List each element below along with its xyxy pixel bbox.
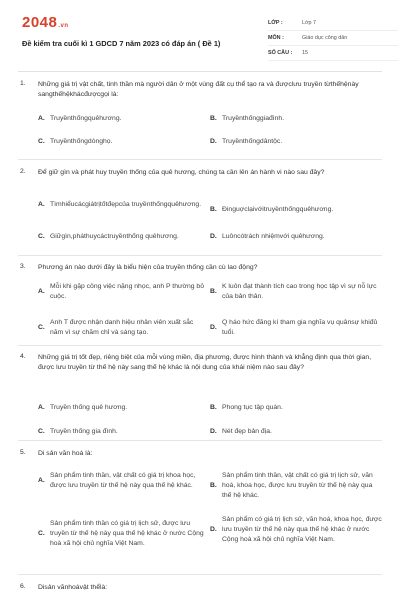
exam-header <box>18 10 382 72</box>
exam-meta-table <box>268 16 398 61</box>
meta-row-class <box>268 16 398 31</box>
option-a[interactable]: A. Sản phẩm tinh thần, vật chất có giá trị khoa học, được lưu truyền từ thế hệ này qua thế hệ khác. <box>38 472 196 489</box>
question-2 <box>20 168 382 250</box>
meta-row-subject <box>268 31 398 46</box>
meta-key: LỚP : <box>268 20 283 26</box>
question-text: Những giá trị tốt đẹp, riêng biệt của mỗi vùng miền, địa phương, được hình thành và khẳng định qua thời gian, được lưu truyền từ thế hệ này sang thế hệ khác là nội dung của khái niệm nào sau đây? <box>38 354 372 371</box>
question-6 <box>20 583 382 597</box>
question-number: 1. <box>20 80 26 87</box>
divider <box>18 440 382 441</box>
option-a[interactable]: A. Tìmhiểucácgiátrịtốtđẹpcủa truyềnthốngquêhương. <box>38 201 202 208</box>
option-d[interactable]: D. Nét đẹp bản địa. <box>210 428 272 435</box>
option-b[interactable]: B. Truyềnthốnggiađình. <box>210 115 285 122</box>
meta-row-count <box>268 46 398 61</box>
question-text: Disản vănhoávật thểlà: <box>38 584 108 591</box>
question-text: Phương án nào dưới đây là biểu hiện của truyền thống cần cù lao động? <box>38 264 258 271</box>
question-number: 6. <box>20 583 26 590</box>
option-b[interactable]: B. Sản phẩm tinh thần, vật chất có giá trị lịch sử, văn hoá, khoa học, được lưu truyền từ thế hệ này qua thế hệ khác. <box>210 472 373 499</box>
meta-value: 15 <box>302 50 308 56</box>
question-number: 3. <box>20 263 26 270</box>
page-title: Đề kiểm tra cuối kì 1 GDCD 7 năm 2023 có đáp án ( Đề 1) <box>22 39 221 48</box>
option-d[interactable]: D. Sản phẩm có giá trị lịch sử, văn hoá, khoa học, được lưu truyền từ thế hệ này qua thế hệ khác ở nước Cộng hoà xã hội chủ nghĩa Việt Nam. <box>210 516 382 543</box>
option-d[interactable]: D. Truyềnthốngdântộc. <box>210 138 283 145</box>
question-number: 2. <box>20 168 26 175</box>
option-a[interactable]: A. Truyềnthốngquêhương. <box>38 115 122 122</box>
option-c[interactable]: C. Truyền thống gia đình. <box>38 428 118 435</box>
question-3 <box>20 263 382 348</box>
option-b[interactable]: B. Phong tục tập quán. <box>210 404 283 411</box>
meta-value: Giáo dục công dân <box>302 35 348 41</box>
question-text: Những giá trị vật chất, tinh thần mà người dân ở một vùng đất cụ thể tạo ra và đượclưu truyền từthếhệnày sangthếhệkhácđượcgọi là: <box>38 81 359 98</box>
divider <box>18 255 382 256</box>
question-1 <box>20 80 382 155</box>
meta-key: MÔN : <box>268 35 284 41</box>
question-number: 5. <box>20 449 26 456</box>
site-logo[interactable]: 2048.vn <box>22 14 69 31</box>
option-c[interactable]: C. Anh T được nhận danh hiệu nhân viên xuất sắc năm vì sự chăm chỉ và sáng tạo. <box>38 319 194 336</box>
divider <box>18 345 382 346</box>
option-a[interactable]: A. Mỗi khi gặp công việc nặng nhọc, anh P thường bỏ cuộc. <box>38 283 204 300</box>
meta-key: SỐ CÂU : <box>268 50 293 56</box>
option-d[interactable]: D. Luôncótrách nhiệmvới quêhương. <box>210 233 325 240</box>
question-text: Di sản văn hoá là: <box>38 450 93 457</box>
meta-value: Lớp 7 <box>302 20 317 26</box>
divider <box>18 159 382 160</box>
question-text: Để giữ gìn và phát huy truyền thống của quê hương, chúng ta cần lên án hành vi nào sau đây? <box>38 169 325 176</box>
option-b[interactable]: B. Đinguợclạivớitruyềnthốngquêhương. <box>210 206 334 213</box>
question-number: 4. <box>20 353 26 360</box>
option-c[interactable]: C. Sản phẩm tinh thần có giá trị lịch sử, được lưu truyền từ thế hệ này qua thế hệ khác ở nước Cộng hoà xã hội chủ nghĩa Việt Nam. <box>38 520 204 547</box>
divider <box>18 574 382 575</box>
question-5 <box>20 449 382 571</box>
option-b[interactable]: B. K luôn đạt thành tích cao trong học tập vì sự nỗ lực của bản thân. <box>210 283 377 300</box>
question-4 <box>20 353 382 438</box>
option-c[interactable]: C. Giữgìn,pháthuycáctruyềnthống quêhương. <box>38 233 179 240</box>
option-a[interactable]: A. Truyền thống quê hương. <box>38 404 128 411</box>
option-d[interactable]: D. Q háo hức đăng kí tham gia nghĩa vụ quânsự khiđủ tuổi. <box>210 319 378 336</box>
option-c[interactable]: C. Truyềnthốngdònghọ. <box>38 138 113 145</box>
